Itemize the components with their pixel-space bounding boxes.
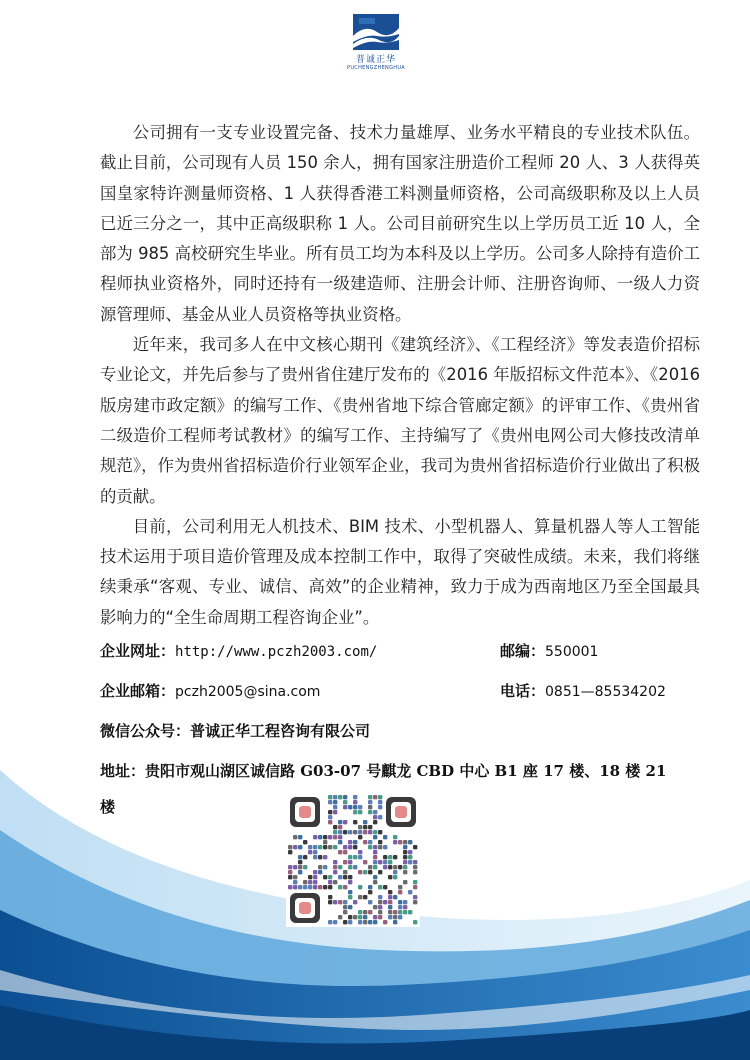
qr-module	[338, 915, 342, 919]
qr-module	[398, 890, 402, 894]
qr-module	[388, 875, 392, 879]
qr-module	[408, 850, 412, 854]
qr-module	[388, 895, 392, 899]
qr-module	[298, 860, 302, 864]
qr-module	[338, 795, 342, 799]
qr-module	[333, 825, 337, 829]
qr-module	[388, 900, 392, 904]
qr-module	[378, 870, 382, 874]
qr-module	[338, 820, 342, 824]
qr-module	[358, 885, 362, 889]
qr-module	[408, 855, 412, 859]
qr-module	[373, 815, 377, 819]
qr-module	[338, 825, 342, 829]
qr-module	[343, 860, 347, 864]
contact-row-email	[100, 680, 710, 701]
qr-module	[398, 905, 402, 909]
qr-module	[318, 885, 322, 889]
qr-module	[388, 865, 392, 869]
website-link[interactable]: http://www.pczh2003.com/	[175, 644, 378, 660]
qr-module	[308, 880, 312, 884]
qr-module	[383, 860, 387, 864]
qr-module	[383, 855, 387, 859]
qr-module	[383, 900, 387, 904]
phone-value: 0851—85534202	[545, 684, 666, 700]
qr-module	[368, 825, 372, 829]
qr-module	[298, 835, 302, 839]
qr-module	[338, 885, 342, 889]
qr-module	[328, 810, 332, 814]
qr-module	[343, 905, 347, 909]
qr-module	[368, 865, 372, 869]
qr-module	[313, 845, 317, 849]
qr-module	[373, 905, 377, 909]
qr-module	[403, 905, 407, 909]
qr-module	[398, 910, 402, 914]
logo-name-cn: 普诚正华	[355, 55, 396, 65]
qr-module	[378, 860, 382, 864]
qr-module	[328, 885, 332, 889]
qr-module	[363, 915, 367, 919]
phone-block	[500, 680, 666, 701]
qr-module	[328, 895, 332, 899]
qr-module	[348, 890, 352, 894]
qr-module	[413, 885, 417, 889]
qr-module	[358, 830, 362, 834]
qr-module	[393, 920, 397, 924]
qr-module	[313, 880, 317, 884]
qr-module	[338, 835, 342, 839]
qr-module	[348, 860, 352, 864]
qr-module	[318, 865, 322, 869]
qr-module	[348, 865, 352, 869]
qr-module	[373, 810, 377, 814]
qr-module	[343, 830, 347, 834]
qr-module	[378, 905, 382, 909]
qr-module	[368, 920, 372, 924]
qr-module	[303, 865, 307, 869]
qr-module	[318, 835, 322, 839]
qr-module	[383, 920, 387, 924]
qr-module	[308, 850, 312, 854]
qr-module	[323, 840, 327, 844]
qr-module	[413, 865, 417, 869]
qr-module	[403, 900, 407, 904]
qr-module	[328, 920, 332, 924]
qr-module	[373, 855, 377, 859]
qr-module	[388, 905, 392, 909]
qr-module	[333, 835, 337, 839]
qr-module	[298, 870, 302, 874]
qr-module	[353, 820, 357, 824]
qr-module	[313, 850, 317, 854]
qr-module	[348, 905, 352, 909]
qr-module	[353, 800, 357, 804]
qr-module	[408, 890, 412, 894]
qr-module	[413, 920, 417, 924]
qr-module	[333, 800, 337, 804]
qr-module	[378, 795, 382, 799]
qr-module	[393, 875, 397, 879]
qr-module	[393, 855, 397, 859]
qr-module	[363, 920, 367, 924]
qr-module	[323, 885, 327, 889]
qr-module	[303, 880, 307, 884]
qr-module	[318, 845, 322, 849]
qr-module	[388, 890, 392, 894]
qr-module	[373, 845, 377, 849]
qr-module	[373, 860, 377, 864]
qr-module	[373, 880, 377, 884]
wechat-value: 普诚正华工程咨询有限公司	[190, 722, 371, 740]
qr-module	[343, 845, 347, 849]
qr-module	[368, 845, 372, 849]
qr-module	[373, 875, 377, 879]
qr-module	[363, 830, 367, 834]
qr-module	[383, 845, 387, 849]
qr-module	[348, 830, 352, 834]
qr-module	[333, 795, 337, 799]
qr-module	[318, 870, 322, 874]
qr-module	[308, 875, 312, 879]
qr-module	[353, 845, 357, 849]
qr-module	[328, 835, 332, 839]
qr-module	[378, 800, 382, 804]
qr-module	[338, 900, 342, 904]
qr-module	[308, 885, 312, 889]
qr-module	[368, 840, 372, 844]
qr-module	[288, 885, 292, 889]
qr-module	[368, 885, 372, 889]
qr-module	[298, 885, 302, 889]
qr-module	[343, 850, 347, 854]
qr-module	[353, 810, 357, 814]
qr-module	[323, 845, 327, 849]
qr-module	[373, 830, 377, 834]
qr-module	[403, 860, 407, 864]
qr-module	[368, 810, 372, 814]
qr-module	[303, 840, 307, 844]
email-label: 企业邮箱：	[100, 682, 176, 700]
qr-module	[408, 860, 412, 864]
qr-module	[343, 800, 347, 804]
qr-module	[378, 895, 382, 899]
qr-module	[298, 845, 302, 849]
qr-module	[368, 910, 372, 914]
qr-module	[293, 845, 297, 849]
address-line2: 楼	[100, 798, 116, 816]
paragraph-staff: 公司拥有一支专业设置完备、技术力量雄厚、业务水平精良的专业技术队伍。截止目前，公司现有人员 150 余人，拥有国家注册造价工程师 20 人、3 人获得英国皇家特许测量师资格、1 人获得香港工料测量师资格，公司高级职称及以上人员已近三分之一，其中正高级职称 1 人。公司目前研究生以上学历员工近 10 人，全部为 985 高校研究生毕业。所有员工均为本科及以上学历。公司多人除持有造价工程师执业资格外，同时还持有一级建造师、注册会计师、注册咨询师、一级人力资源管理师、基金从业人员资格等执业资格。	[100, 123, 700, 324]
qr-module	[328, 800, 332, 804]
qr-module	[353, 805, 357, 809]
qr-finder-bottom-left	[290, 893, 320, 923]
qr-module	[348, 855, 352, 859]
qr-module	[293, 880, 297, 884]
qr-module	[348, 895, 352, 899]
qr-module	[318, 855, 322, 859]
qr-module	[348, 840, 352, 844]
qr-module	[338, 865, 342, 869]
wechat-label: 微信公众号：	[100, 722, 191, 740]
qr-module	[368, 870, 372, 874]
address-line1: 贵阳市观山湖区诚信路 G03-07 号麒龙 CBD 中心 B1 座 17 楼、18 楼 21	[145, 762, 667, 780]
postcode-label: 邮编：	[500, 642, 546, 660]
qr-module	[378, 815, 382, 819]
qr-module	[388, 915, 392, 919]
qr-module	[393, 870, 397, 874]
qr-module	[333, 845, 337, 849]
qr-module	[343, 820, 347, 824]
qr-module	[323, 855, 327, 859]
qr-module	[363, 820, 367, 824]
qr-module	[378, 805, 382, 809]
qr-module	[313, 875, 317, 879]
qr-module	[373, 865, 377, 869]
qr-module	[388, 860, 392, 864]
qr-module	[358, 915, 362, 919]
qr-module	[378, 910, 382, 914]
qr-module	[398, 865, 402, 869]
qr-module	[343, 805, 347, 809]
qr-module	[378, 900, 382, 904]
qr-module	[363, 910, 367, 914]
qr-module	[293, 835, 297, 839]
paragraph-technology: 目前，公司利用无人机技术、BIM 技术、小型机器人、算量机器人等人工智能技术运用于项目造价管理及成本控制工作中，取得了突破性成绩。未来，我们将继续秉承“客观、专业、诚信、高效”的企业精神，致力于成为西南地区乃至全国最具影响力的“全生命周期工程咨询企业”。	[100, 516, 700, 627]
qr-module	[368, 795, 372, 799]
qr-module	[313, 870, 317, 874]
qr-module	[328, 820, 332, 824]
qr-module	[323, 875, 327, 879]
qr-module	[353, 855, 357, 859]
qr-module	[403, 880, 407, 884]
qr-module	[403, 870, 407, 874]
postcode-value: 550001	[545, 644, 599, 660]
qr-module	[398, 885, 402, 889]
company-logo	[336, 14, 416, 74]
qr-module	[328, 900, 332, 904]
qr-module	[323, 865, 327, 869]
qr-module	[333, 870, 337, 874]
qr-module	[333, 865, 337, 869]
qr-module	[343, 900, 347, 904]
qr-module	[398, 900, 402, 904]
qr-module	[358, 850, 362, 854]
qr-module	[288, 875, 292, 879]
email-link[interactable]: pczh2005@sina.com	[175, 684, 321, 700]
qr-module	[353, 865, 357, 869]
qr-module	[338, 875, 342, 879]
qr-module	[333, 810, 337, 814]
qr-module	[333, 900, 337, 904]
qr-module	[383, 865, 387, 869]
qr-module	[368, 900, 372, 904]
qr-module	[358, 870, 362, 874]
logo-name-en: PUCHENGZHENGHUA	[347, 65, 405, 71]
qr-module	[343, 870, 347, 874]
company-description	[100, 118, 700, 633]
qr-module	[393, 915, 397, 919]
qr-module	[363, 825, 367, 829]
qr-module	[293, 865, 297, 869]
qr-module	[343, 875, 347, 879]
qr-module	[398, 840, 402, 844]
qr-module	[298, 865, 302, 869]
qr-module	[378, 845, 382, 849]
qr-module	[353, 795, 357, 799]
address-label: 地址：	[100, 762, 146, 780]
qr-module	[378, 885, 382, 889]
wave-logo-icon	[353, 14, 399, 50]
qr-finder-top-left	[290, 797, 320, 827]
qr-module	[358, 910, 362, 914]
qr-module	[288, 845, 292, 849]
qr-module	[403, 840, 407, 844]
qr-module	[373, 850, 377, 854]
qr-module	[368, 800, 372, 804]
qr-module	[358, 825, 362, 829]
qr-module	[413, 870, 417, 874]
qr-module	[348, 920, 352, 924]
qr-module	[328, 815, 332, 819]
qr-module	[393, 835, 397, 839]
qr-module	[383, 885, 387, 889]
qr-module	[393, 895, 397, 899]
qr-module	[403, 855, 407, 859]
qr-code-icon[interactable]	[286, 793, 420, 927]
qr-module	[293, 885, 297, 889]
qr-module	[373, 920, 377, 924]
qr-module	[328, 795, 332, 799]
qr-module	[343, 885, 347, 889]
qr-module	[333, 880, 337, 884]
qr-module	[368, 830, 372, 834]
qr-module	[403, 910, 407, 914]
qr-module	[353, 830, 357, 834]
qr-module	[358, 835, 362, 839]
qr-module	[368, 805, 372, 809]
qr-module	[363, 840, 367, 844]
qr-module	[353, 915, 357, 919]
qr-module	[348, 805, 352, 809]
qr-module	[413, 860, 417, 864]
qr-module	[358, 805, 362, 809]
qr-module	[333, 860, 337, 864]
qr-finder-top-right	[386, 797, 416, 827]
qr-module	[408, 840, 412, 844]
qr-module	[358, 920, 362, 924]
paragraph-publications: 近年来，我司多人在中文核心期刊《建筑经济》、《工程经济》等发表造价招标专业论文，并先后参与了贵州省住建厅发布的《2016 年版招标文件范本》、《2016 版房建市政定额》的编写工作、《贵州省地下综合管廊定额》的评审工作、《贵州省二级造价工程师考试教材》的编写工作、主持编写了《贵州电网公司大修技改清单规范》，作为贵州省招标造价行业领军企业，我司为贵州省招标造价行业做出了积极的贡献。	[100, 335, 700, 506]
qr-module	[303, 855, 307, 859]
qr-module	[393, 910, 397, 914]
qr-module	[393, 840, 397, 844]
qr-module	[328, 845, 332, 849]
qr-module	[333, 830, 337, 834]
qr-module	[413, 900, 417, 904]
qr-module	[358, 895, 362, 899]
qr-module	[373, 795, 377, 799]
qr-module	[393, 865, 397, 869]
qr-module	[308, 845, 312, 849]
qr-module	[363, 860, 367, 864]
qr-module	[383, 835, 387, 839]
qr-module	[368, 890, 372, 894]
qr-module	[338, 850, 342, 854]
qr-module	[323, 835, 327, 839]
qr-module	[363, 895, 367, 899]
qr-module	[288, 850, 292, 854]
qr-module	[413, 845, 417, 849]
qr-module	[338, 840, 342, 844]
qr-module	[378, 915, 382, 919]
qr-module	[303, 885, 307, 889]
qr-module	[313, 835, 317, 839]
qr-module	[348, 875, 352, 879]
qr-module	[333, 805, 337, 809]
qr-module	[348, 915, 352, 919]
qr-module	[358, 855, 362, 859]
qr-module	[373, 915, 377, 919]
qr-module	[343, 920, 347, 924]
qr-module	[373, 835, 377, 839]
qr-module	[408, 910, 412, 914]
qr-module	[333, 920, 337, 924]
qr-module	[378, 840, 382, 844]
qr-module	[353, 900, 357, 904]
qr-module	[328, 875, 332, 879]
qr-module	[348, 880, 352, 884]
qr-module	[358, 810, 362, 814]
qr-module	[413, 880, 417, 884]
qr-module	[313, 885, 317, 889]
qr-module	[343, 795, 347, 799]
qr-module	[348, 845, 352, 849]
qr-module	[388, 855, 392, 859]
qr-module	[353, 840, 357, 844]
contact-row-wechat	[100, 720, 710, 741]
qr-module	[343, 910, 347, 914]
qr-module	[378, 830, 382, 834]
qr-module	[403, 845, 407, 849]
qr-module	[403, 850, 407, 854]
qr-module	[288, 865, 292, 869]
website-label: 企业网址：	[100, 642, 176, 660]
qr-module	[298, 855, 302, 859]
qr-module	[373, 820, 377, 824]
qr-module	[363, 870, 367, 874]
qr-module	[338, 830, 342, 834]
qr-module	[328, 880, 332, 884]
qr-module	[388, 910, 392, 914]
postcode-block	[500, 640, 598, 661]
qr-module	[403, 865, 407, 869]
phone-label: 电话：	[500, 682, 546, 700]
qr-module	[293, 875, 297, 879]
contact-row-website	[100, 640, 710, 661]
qr-module	[398, 915, 402, 919]
qr-module	[413, 895, 417, 899]
qr-module	[313, 855, 317, 859]
qr-module	[288, 870, 292, 874]
